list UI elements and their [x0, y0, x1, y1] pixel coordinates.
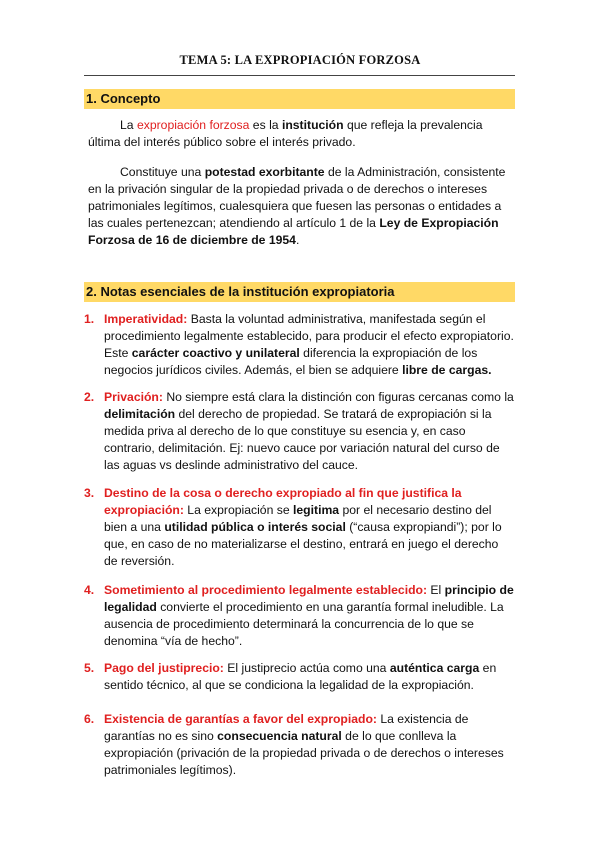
- list-item: 6. Existencia de garantías a favor del expropiado: La existencia de garantías no es sino consecuencia natural de lo que conlleva la expropiación (privación de la propiedad privada o de derechos o intereses patrimoniales legítimos).: [84, 712, 504, 777]
- highlight-term: expropiación forzosa: [136, 118, 250, 132]
- item-number: 4.: [84, 583, 95, 597]
- list-item: 1. Imperatividad: Basta la voluntad administrativa, manifestada según el procedimiento legalmente establecido, para producir el efecto expropiatorio. Este carácter coactivo y unilateral diferencia la expropiación de los negocios jurídicos civiles. Además, el bien se adquiere libre de cargas.: [84, 312, 514, 377]
- item-number: 2.: [84, 390, 95, 404]
- title-divider: [84, 75, 515, 76]
- page-title: TEMA 5: LA EXPROPIACIÓN FORZOSA: [179, 53, 421, 67]
- concept-paragraph-1: La expropiación forzosa es la institución que refleja la prevalencia última del interés público sobre el interés privado.: [88, 118, 483, 149]
- item-number: 6.: [84, 712, 95, 726]
- item-number: 3.: [84, 486, 95, 500]
- item-number: 1.: [84, 312, 95, 326]
- section-2-heading: 2. Notas esenciales de la institución expropiatoria: [84, 282, 515, 302]
- concept-paragraph-2: Constituye una potestad exorbitante de la Administración, consistente en la privación singular de la propiedad privada o de derechos o intereses patrimoniales legítimos, cualesquiera que fuesen las personas o entidades a las cuales pertenezcan; atendiendo al artículo 1 de la Ley de Expropiación Forzosa de 16 de diciembre de 1954.: [88, 165, 506, 247]
- list-item: 3. Destino de la cosa o derecho expropiado al fin que justifica la expropiación: La expropiación se legitima por el necesario destino del bien a una utilidad pública o interés social (“causa expropiandi”); por lo que, en caso de no materializarse el destino, entrará en juego el derecho de reversión.: [84, 486, 502, 568]
- list-item: 2. Privación: No siempre está clara la distinción con figuras cercanas como la delimitación del derecho de propiedad. Se tratará de expropiación si la medida priva al derecho de lo que constituye su esencia y, en caso contrario, delimitación. Ej: nuevo cauce por variación natural del curso de las aguas vs deslinde administrativo del cauce.: [84, 390, 514, 472]
- item-number: 5.: [84, 661, 95, 675]
- section-1-heading: 1. Concepto: [84, 89, 515, 109]
- list-item: 4. Sometimiento al procedimiento legalmente establecido: El principio de legalidad convierte el procedimiento en una garantía formal ineludible. La ausencia de procedimiento determinará la concurrencia de lo que se denomina “vía de hecho”.: [84, 583, 514, 648]
- list-item: 5. Pago del justiprecio: El justiprecio actúa como una auténtica carga en sentido técnico, al que se condiciona la legalidad de la expropiación.: [84, 661, 497, 692]
